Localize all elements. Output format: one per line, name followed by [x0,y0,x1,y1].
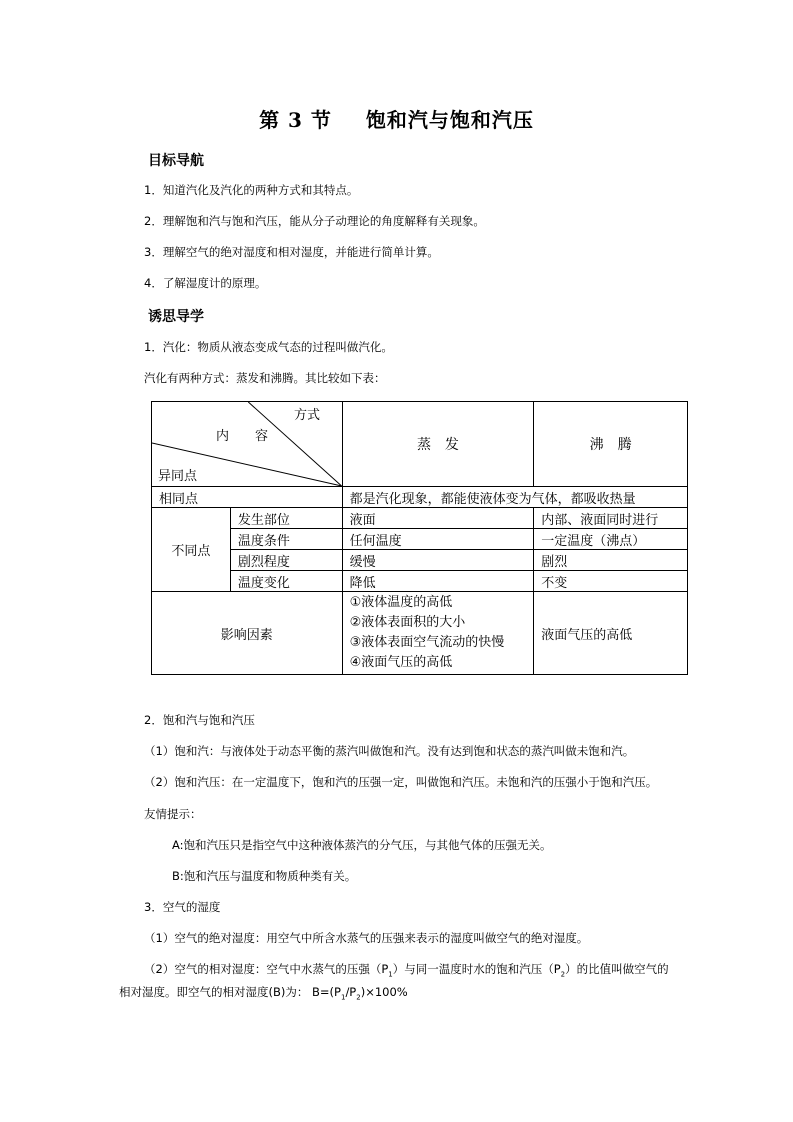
sat-heading: 2．饱和汽与饱和汽压 [144,713,255,727]
row-evap: 降低 [342,571,534,592]
factor-item: ③液体表面空气流动的快慢 [349,635,505,650]
same-label: 相同点 [152,487,343,508]
table-row [152,571,688,592]
humidity-paragraph: （1）空气的绝对湿度：用空气中所含水蒸气的压强来表示的湿度叫做空气的绝对湿度。 [144,931,589,945]
tip-item: B:饱和汽压与温度和物质种类有关。 [172,869,357,883]
table-row [152,592,688,675]
row-name: 温度变化 [230,571,342,592]
sat-paragraph: （1）饱和汽：与液体处于动态平衡的蒸汽叫做饱和汽。没有达到饱和状态的蒸汽叫做未饱和汽。 [144,744,635,758]
goal-item: 3．理解空气的绝对湿度和相对湿度，并能进行简单计算。 [144,245,439,259]
row-boil: 剧烈 [534,550,688,571]
row-boil: 一定温度（沸点） [534,529,688,550]
factor-boil: 液面气压的高低 [534,592,688,675]
row-evap: 任何温度 [342,529,534,550]
page-title [0,104,793,133]
row-boil: 不变 [534,571,688,592]
diagonal-header-cell [152,402,343,487]
factor-item: ①液体温度的高低 [349,595,453,610]
table-row [152,508,688,529]
goal-item: 4．了解湿度计的原理。 [144,276,267,290]
diag-label-bottom: 异同点 [158,469,198,484]
same-text: 都是汽化现象，都能使液体变为气体，都吸收热量 [342,487,687,508]
diag-label-middle: 内 容 [216,429,269,444]
row-name: 剧烈程度 [230,550,342,571]
section-number: 第 3 节 [259,108,332,132]
section-name: 饱和汽与饱和汽压 [365,108,534,132]
guide-paragraph: 汽化有两种方式：蒸发和沸腾。其比较如下表： [144,371,386,385]
guide-paragraph: 1．汽化：物质从液态变成气态的过程叫做汽化。 [144,340,393,354]
table-row [152,487,688,508]
table-header-row [152,402,688,487]
factor-evap-list [342,592,534,675]
table-row [152,550,688,571]
sat-paragraph: （2）饱和汽压：在一定温度下，饱和汽的压强一定，叫做饱和汽压。未饱和汽的压强小于饱和汽压。 [144,775,658,789]
goals-heading: 目标导航 [148,153,204,169]
tip-label: 友情提示： [144,807,202,821]
row-boil: 内部、液面同时进行 [534,508,688,529]
tip-item: A:饱和汽压只是指空气中这种液体蒸汽的分气压，与其他气体的压强无关。 [172,838,552,852]
factor-item: ②液体表面积的大小 [349,615,466,630]
diff-label: 不同点 [152,508,231,592]
row-evap: 缓慢 [342,550,534,571]
table-row [152,529,688,550]
diag-label-top: 方式 [294,408,321,423]
header-boiling: 沸 腾 [534,402,688,487]
row-name: 温度条件 [230,529,342,550]
row-name: 发生部位 [230,508,342,529]
comparison-table [151,401,688,675]
humidity-paragraph: （2）空气的相对湿度：空气中水蒸气的压强$(P_1)$与同一温度时水的饱和汽压$(P_2)$的比值叫做空气的 [144,962,669,979]
factor-label: 影响因素 [152,592,343,675]
factor-item: ④液面气压的高低 [349,655,453,670]
humidity-formula: 相对湿度。即空气的相对湿度(B)为： $B=(P_1/P_2)\times 100\%$ [119,985,408,1002]
goal-item: 2．理解饱和汽与饱和汽压，能从分子动理论的角度解释有关现象。 [144,214,485,228]
guide-heading: 诱思导学 [148,309,204,325]
row-evap: 液面 [342,508,534,529]
goal-item: 1．知道汽化及汽化的两种方式和其特点。 [144,183,359,197]
header-evaporation: 蒸 发 [342,402,534,487]
humidity-heading: 3．空气的湿度 [144,900,221,914]
